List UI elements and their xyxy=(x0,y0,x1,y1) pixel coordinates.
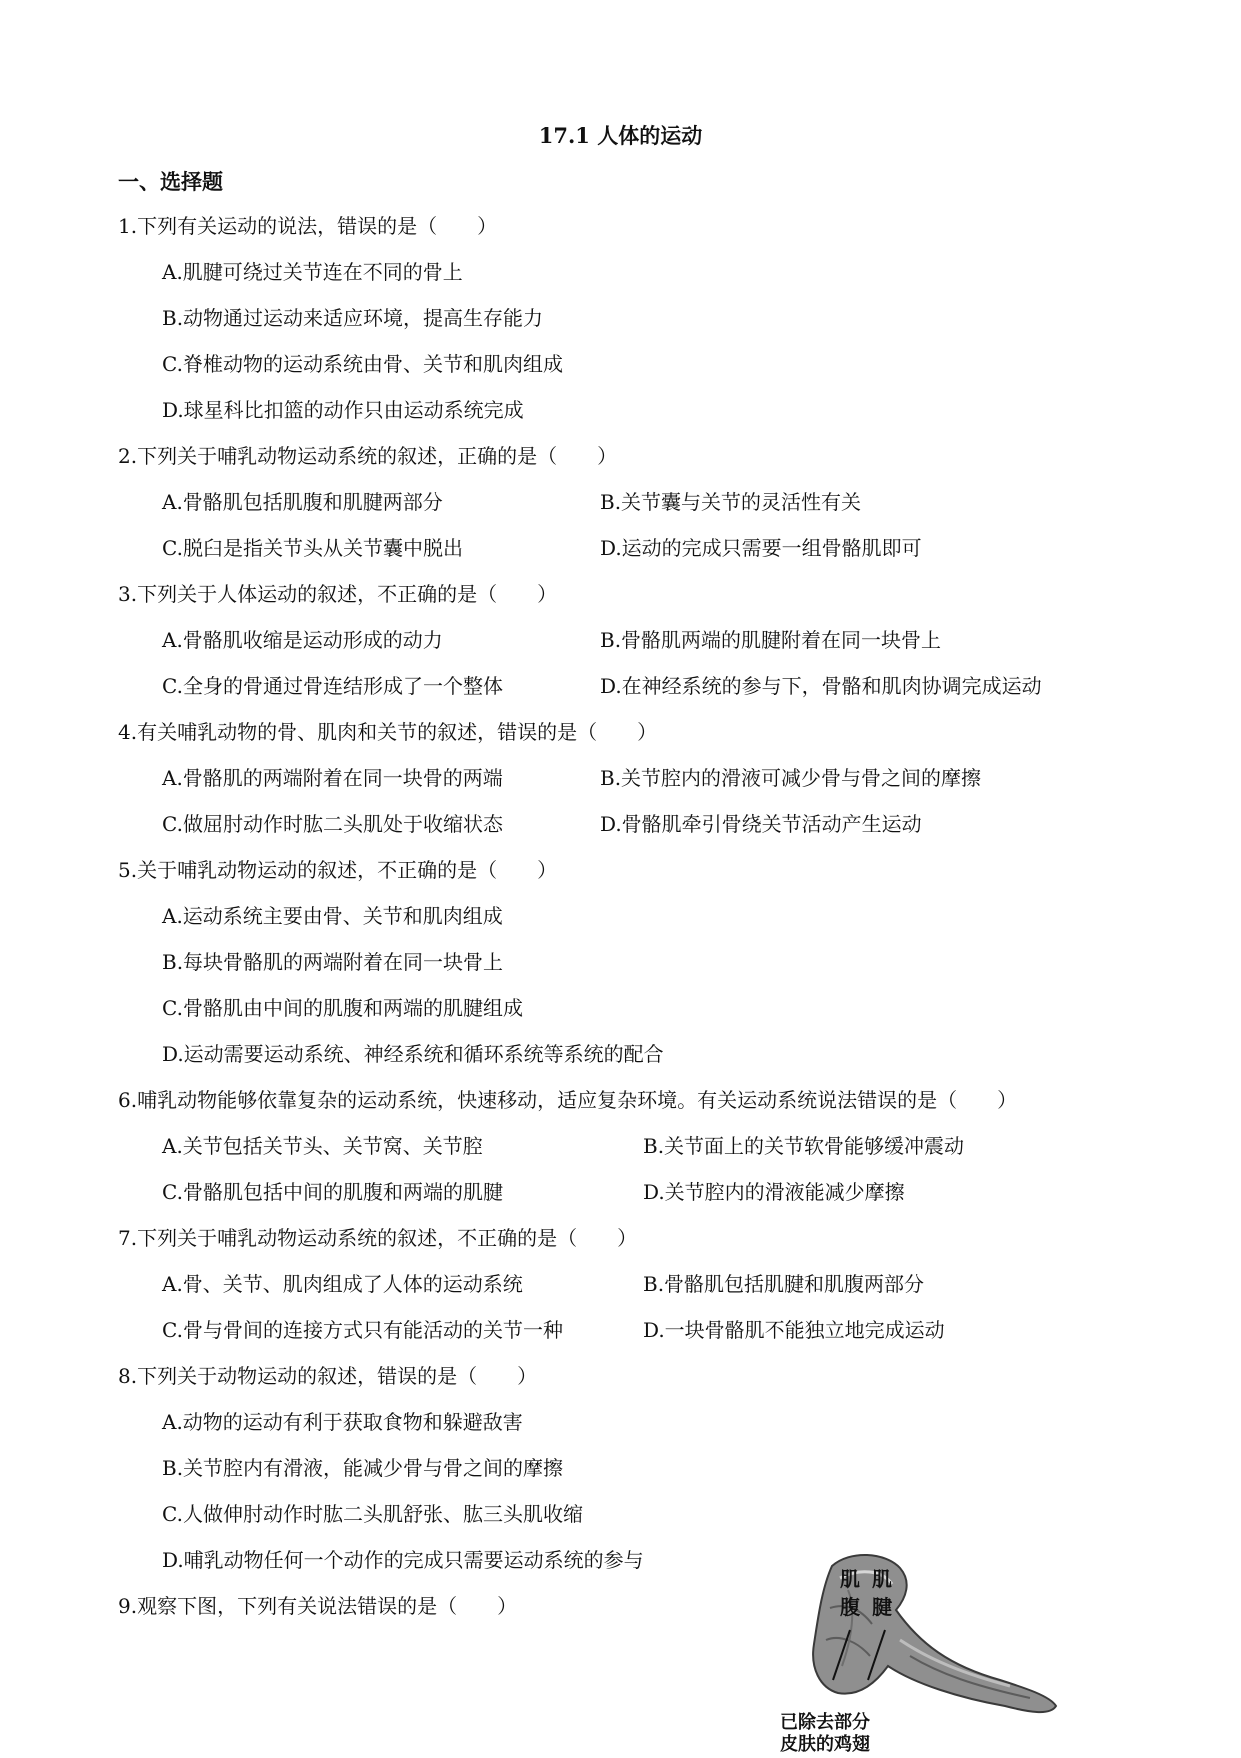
question-6-option-b[interactable]: B.关节面上的关节软骨能够缓冲震动 xyxy=(643,1134,965,1158)
question-5-stem: 5.关于哺乳动物运动的叙述，不正确的是（ ） xyxy=(118,858,558,882)
question-3-option-b[interactable]: B.骨骼肌两端的肌腱附着在同一块骨上 xyxy=(600,628,942,652)
question-7-option-a[interactable]: A.骨、关节、肌肉组成了人体的运动系统 xyxy=(162,1272,523,1296)
question-1-option-b[interactable]: B.动物通过运动来适应环境，提高生存能力 xyxy=(162,306,544,330)
question-2-option-b[interactable]: B.关节囊与关节的灵活性有关 xyxy=(600,490,862,514)
label-tendon-char-1: 肌 xyxy=(872,1567,892,1591)
question-4-option-a[interactable]: A.骨骼肌的两端附着在同一块骨的两端 xyxy=(162,766,503,790)
question-9-stem: 9.观察下图，下列有关说法错误的是（ ） xyxy=(118,1594,518,1618)
question-4-option-b[interactable]: B.关节腔内的滑液可减少骨与骨之间的摩擦 xyxy=(600,766,982,790)
question-6-option-c[interactable]: C.骨骼肌包括中间的肌腹和两端的肌腱 xyxy=(162,1180,503,1204)
question-5-option-b[interactable]: B.每块骨骼肌的两端附着在同一块骨上 xyxy=(162,950,504,974)
question-1-stem: 1.下列有关运动的说法，错误的是（ ） xyxy=(118,214,498,238)
question-1-option-d[interactable]: D.球星科比扣篮的动作只由运动系统完成 xyxy=(162,398,524,422)
label-tendon-char-2: 腱 xyxy=(872,1595,892,1619)
question-7-stem: 7.下列关于哺乳动物运动系统的叙述，不正确的是（ ） xyxy=(118,1226,638,1250)
chicken-wing-figure xyxy=(780,1548,1060,1755)
question-5-option-c[interactable]: C.骨骼肌由中间的肌腹和两端的肌腱组成 xyxy=(162,996,523,1020)
question-3-stem: 3.下列关于人体运动的叙述，不正确的是（ ） xyxy=(118,582,558,606)
question-5-option-d[interactable]: D.运动需要运动系统、神经系统和循环系统等系统的配合 xyxy=(162,1042,664,1066)
question-1-option-c[interactable]: C.脊椎动物的运动系统由骨、关节和肌肉组成 xyxy=(162,352,563,376)
question-7-option-d[interactable]: D.一块骨骼肌不能独立地完成运动 xyxy=(643,1318,945,1342)
question-6-stem: 6.哺乳动物能够依靠复杂的运动系统，快速移动，适应复杂环境。有关运动系统说法错误的是（ ） xyxy=(118,1088,1018,1112)
question-7-option-c[interactable]: C.骨与骨间的连接方式只有能活动的关节一种 xyxy=(162,1318,563,1342)
question-3-option-c[interactable]: C.全身的骨通过骨连结形成了一个整体 xyxy=(162,674,503,698)
question-8-option-a[interactable]: A.动物的运动有利于获取食物和躲避敌害 xyxy=(162,1410,523,1434)
question-8-option-d[interactable]: D.哺乳动物任何一个动作的完成只需要运动系统的参与 xyxy=(162,1548,644,1572)
question-4-stem: 4.有关哺乳动物的骨、肌肉和关节的叙述，错误的是（ ） xyxy=(118,720,658,744)
question-2-option-a[interactable]: A.骨骼肌包括肌腹和肌腱两部分 xyxy=(162,490,443,514)
chicken-wing-illustration xyxy=(780,1548,1060,1755)
question-7-option-b[interactable]: B.骨骼肌包括肌腱和肌腹两部分 xyxy=(643,1272,925,1296)
question-1-option-a[interactable]: A.肌腱可绕过关节连在不同的骨上 xyxy=(162,260,463,284)
question-8-stem: 8.下列关于动物运动的叙述，错误的是（ ） xyxy=(118,1364,538,1388)
figure-caption-line-1: 已除去部分 xyxy=(780,1712,870,1733)
question-6-option-d[interactable]: D.关节腔内的滑液能减少摩擦 xyxy=(643,1180,905,1204)
question-3-option-d[interactable]: D.在神经系统的参与下，骨骼和肌肉协调完成运动 xyxy=(600,674,1042,698)
question-4-option-d[interactable]: D.骨骼肌牵引骨绕关节活动产生运动 xyxy=(600,812,922,836)
question-5-option-a[interactable]: A.运动系统主要由骨、关节和肌肉组成 xyxy=(162,904,503,928)
figure-caption-line-2: 皮肤的鸡翅 xyxy=(780,1734,870,1755)
question-2-option-c[interactable]: C.脱臼是指关节头从关节囊中脱出 xyxy=(162,536,463,560)
question-4-option-c[interactable]: C.做屈肘动作时肱二头肌处于收缩状态 xyxy=(162,812,503,836)
section-heading: 一、选择题 xyxy=(118,169,223,194)
question-2-stem: 2.下列关于哺乳动物运动系统的叙述，正确的是（ ） xyxy=(118,444,618,468)
page-title: 17.1 人体的运动 xyxy=(538,123,703,148)
question-8-option-b[interactable]: B.关节腔内有滑液，能减少骨与骨之间的摩擦 xyxy=(162,1456,564,1480)
question-8-option-c[interactable]: C.人做伸肘动作时肱二头肌舒张、肱三头肌收缩 xyxy=(162,1502,583,1526)
question-3-option-a[interactable]: A.骨骼肌收缩是运动形成的动力 xyxy=(162,628,443,652)
label-muscle-belly-char-2: 腹 xyxy=(840,1595,860,1619)
question-2-option-d[interactable]: D.运动的完成只需要一组骨骼肌即可 xyxy=(600,536,922,560)
label-muscle-belly-char-1: 肌 xyxy=(840,1567,860,1591)
question-6-option-a[interactable]: A.关节包括关节头、关节窝、关节腔 xyxy=(162,1134,483,1158)
